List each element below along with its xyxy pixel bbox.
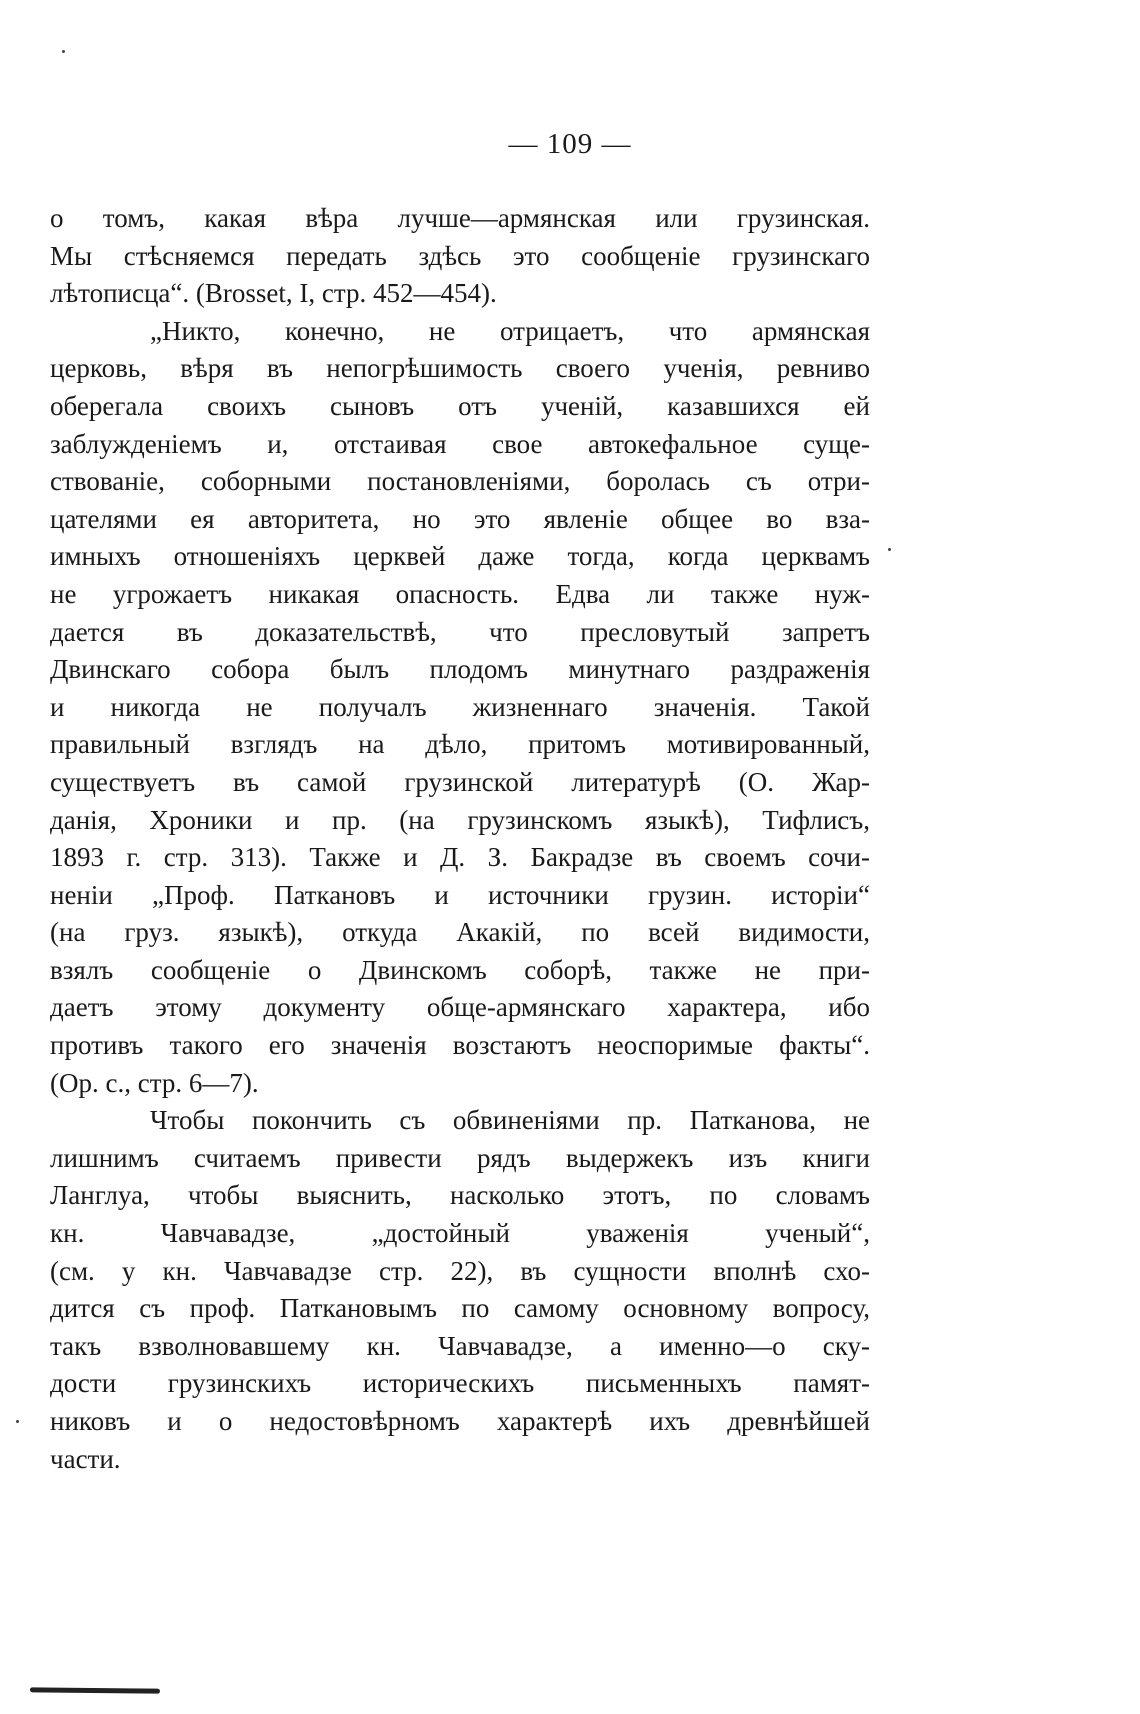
text-line: правильный взглядъ на дѣло, притомъ мотивированный, (50, 729, 870, 760)
scan-speck (62, 50, 65, 53)
text-line: неніи „Проф. Паткановъ и источники грузин. исторіи“ (50, 879, 870, 910)
text-line: существуетъ въ самой грузинской литературѣ (О. Жар- (50, 766, 870, 797)
text-line: церковь, вѣря въ непогрѣшимость своего ученія, ревниво (50, 353, 870, 384)
body-text (50, 200, 870, 1478)
text-line: противъ такого его значенія возстаютъ неоспоримые факты“. (50, 1030, 870, 1061)
text-line: ствованіе, соборными постановленіями, боролась съ отри- (50, 466, 870, 497)
text-line: Чтобы покончить съ обвиненіями пр. Патканова, не (150, 1105, 870, 1136)
text-line: (на груз. языкѣ), откуда Акакій, по всей видимости, (50, 917, 870, 948)
text-line: части. (50, 1443, 121, 1474)
text-line: цателями ея авторитета, но это явленіе общее во вза- (50, 503, 870, 534)
text-line: кн. Чавчавадзе, „достойный уваженія ученый“, (50, 1218, 870, 1249)
text-line: заблужденіемъ и, отстаивая свое автокефальное суще- (50, 428, 870, 459)
text-line: о томъ, какая вѣра лучше—армянская или грузинская. (50, 203, 870, 233)
text-line: Мы стѣсняемся передать здѣсь это сообщеніе грузинскаго (50, 240, 870, 271)
text-line: дается въ доказательствѣ, что пресловутый запретъ (50, 616, 870, 647)
text-line: лишнимъ считаемъ привести рядъ выдержекъ изъ книги (50, 1142, 870, 1173)
text-line: оберегала своихъ сыновъ отъ ученій, казавшихся ей (50, 390, 870, 421)
text-line: и никогда не получалъ жизненнаго значенія. Такой (50, 691, 870, 722)
text-line: имныхъ отношеніяхъ церквей даже тогда, когда церквамъ (50, 541, 870, 572)
scan-speck (16, 1420, 19, 1423)
scan-speck (888, 548, 891, 551)
text-line: (Ор. с., стр. 6—7). (50, 1067, 259, 1098)
text-line: не угрожаетъ никакая опасность. Едва ли также нуж- (50, 578, 870, 609)
scan-mark (30, 1687, 160, 1693)
page-number: — 109 — (508, 128, 632, 160)
text-line: такъ взволновавшему кн. Чавчавадзе, а именно—о ску- (50, 1330, 870, 1361)
text-line: даетъ этому документу обще-армянскаго характера, ибо (50, 992, 870, 1023)
text-line: лѣтописца“. (Brosset, I, стр. 452—454). (50, 278, 497, 309)
text-line: никовъ и о недостовѣрномъ характерѣ ихъ древнѣйшей (50, 1406, 870, 1436)
text-line: Двинскаго собора былъ плодомъ минутнаго раздраженія (50, 654, 870, 685)
text-line: дости грузинскихъ историческихъ письменныхъ памят- (50, 1368, 870, 1399)
text-line: 1893 г. стр. 313). Также и Д. З. Бакрадзе въ своемъ сочи- (50, 842, 870, 873)
text-line: „Никто, конечно, не отрицаетъ, что армянская (150, 315, 870, 346)
text-line: дится съ проф. Паткановымъ по самому основному вопросу, (50, 1293, 870, 1324)
text-line: взялъ сообщеніе о Двинскомъ соборѣ, также не при- (50, 954, 870, 985)
text-line: Ланглуа, чтобы выяснить, насколько этотъ, по словамъ (50, 1180, 870, 1211)
text-line: (см. у кн. Чавчавадзе стр. 22), въ сущности вполнѣ схо- (50, 1255, 870, 1286)
text-line: данія, Хроники и пр. (на грузинскомъ языкѣ), Тифлисъ, (50, 804, 870, 835)
